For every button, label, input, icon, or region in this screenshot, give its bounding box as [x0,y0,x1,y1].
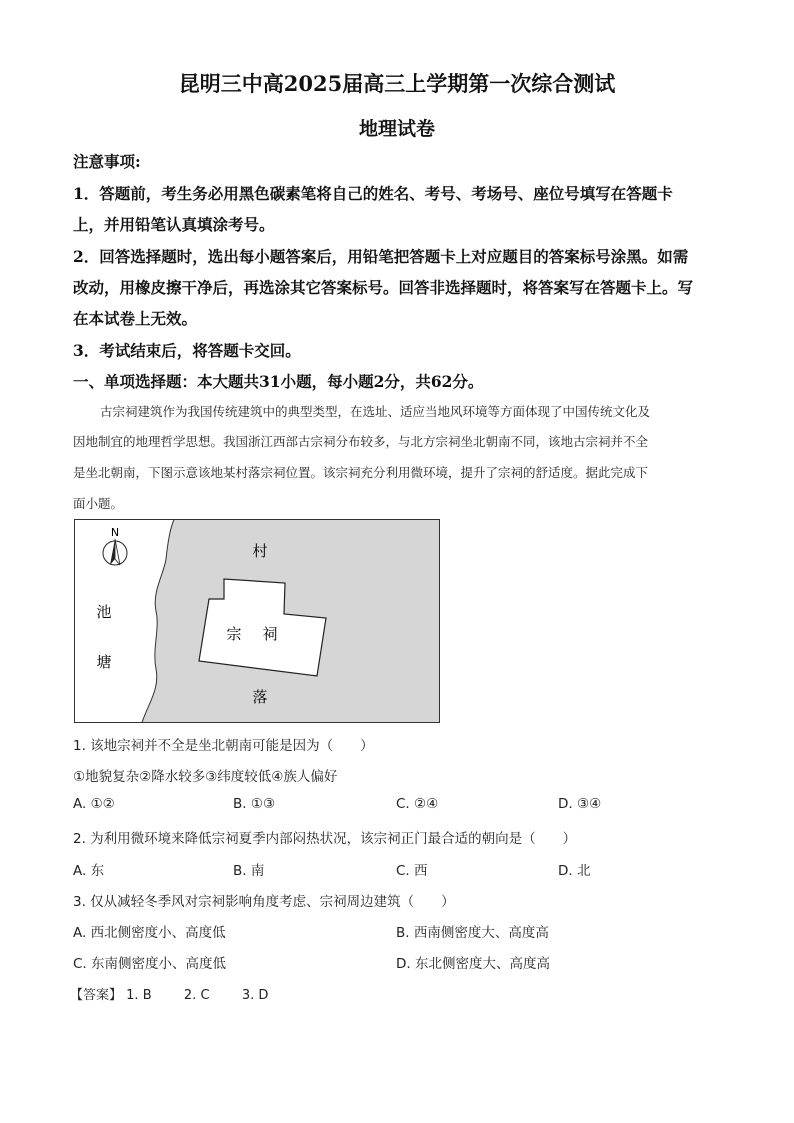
answer-key [70,984,268,1003]
hall-label-2: 祠 [262,625,278,643]
q1-option-c[interactable]: C. ②④ [396,796,439,812]
section-heading: 一、单项选择题：本大题共31小题，每小题2分，共62分。 [73,372,484,391]
q1-option-b[interactable]: B. ①③ [233,796,276,812]
notice-heading: 注意事项: [73,152,141,171]
question-1-statements: ①地貌复杂②降水较多③纬度较低④族人偏好 [73,769,338,785]
q3-option-c[interactable]: C. 东南侧密度小、高度低 [73,956,227,972]
q2-option-d[interactable]: D. 北 [558,863,591,879]
q1-option-d[interactable]: D. ③④ [558,796,602,812]
notice-item-2-line-3: 在本试卷上无效。 [73,309,198,328]
q2-option-a[interactable]: A. 东 [73,863,105,879]
exam-subtitle: 地理试卷 [358,118,435,140]
pond-label-1: 池 [96,603,112,621]
notice-item-2-line-1: 2．回答选择题时，选出每小题答案后，用铅笔把答题卡上对应题目的答案标号涂黑。如需 [73,247,689,266]
exam-title: 昆明三中高2025届高三上学期第一次综合测试 [178,71,616,96]
notice-item-2-line-2: 改动，用橡皮擦干净后，再选涂其它答案标号。回答非选择题时，将答案写在答题卡上。写 [73,278,694,297]
question-2-stem: 2. 为利用微环境来降低宗祠夏季内部闷热状况，该宗祠正门最合适的朝向是（ ） [73,831,577,847]
q1-option-a[interactable]: A. ①② [73,796,115,812]
passage-line-4: 面小题。 [73,496,124,511]
q2-option-b[interactable]: B. 南 [233,863,265,879]
passage-line-3: 是坐北朝南，下图示意该地某村落宗祠位置。该宗祠充分利用微环境，提升了宗祠的舒适度。据此完成下 [73,465,649,480]
notice-item-1-line-2: 上，并用铅笔认真填涂考号。 [73,215,275,234]
passage-line-2: 因地制宜的地理哲学思想。我国浙江西部古宗祠分布较多，与北方宗祠坐北朝南不同，该地古宗祠并不全 [73,434,649,449]
village-label-1: 村 [252,542,268,560]
question-3-stem: 3. 仅从减轻冬季风对宗祠影响角度考虑、宗祠周边建筑（ ） [73,894,455,910]
passage-line-1: 古宗祠建筑作为我国传统建筑中的典型类型，在选址、适应当地风环境等方面体现了中国传统文化及 [100,404,651,419]
pond-label-2: 塘 [96,653,112,671]
village-map [74,519,440,723]
q3-option-d[interactable]: D. 东北侧密度大、高度高 [396,956,550,972]
notice-item-3: 3．考试结束后，将答题卡交回。 [73,341,301,360]
q3-option-b[interactable]: B. 西南侧密度大、高度高 [396,925,549,941]
north-label: N [110,526,120,539]
answer-3: 3. D [241,988,269,1003]
question-1-stem: 1. 该地宗祠并不全是坐北朝南可能是因为（ ） [73,738,374,754]
answer-2: 2. C [183,988,210,1003]
hall-label-1: 宗 [226,625,242,643]
notice-item-1-line-1: 1．答题前，考生务必用黑色碳素笔将自己的姓名、考号、考场号、座位号填写在答题卡 [73,184,673,203]
village-label-2: 落 [252,688,268,706]
q3-option-a[interactable]: A. 西北侧密度小、高度低 [73,925,226,941]
answer-1: 1. B [126,988,152,1003]
answer-label: 【答案】 [70,988,123,1003]
q2-option-c[interactable]: C. 西 [396,863,428,879]
